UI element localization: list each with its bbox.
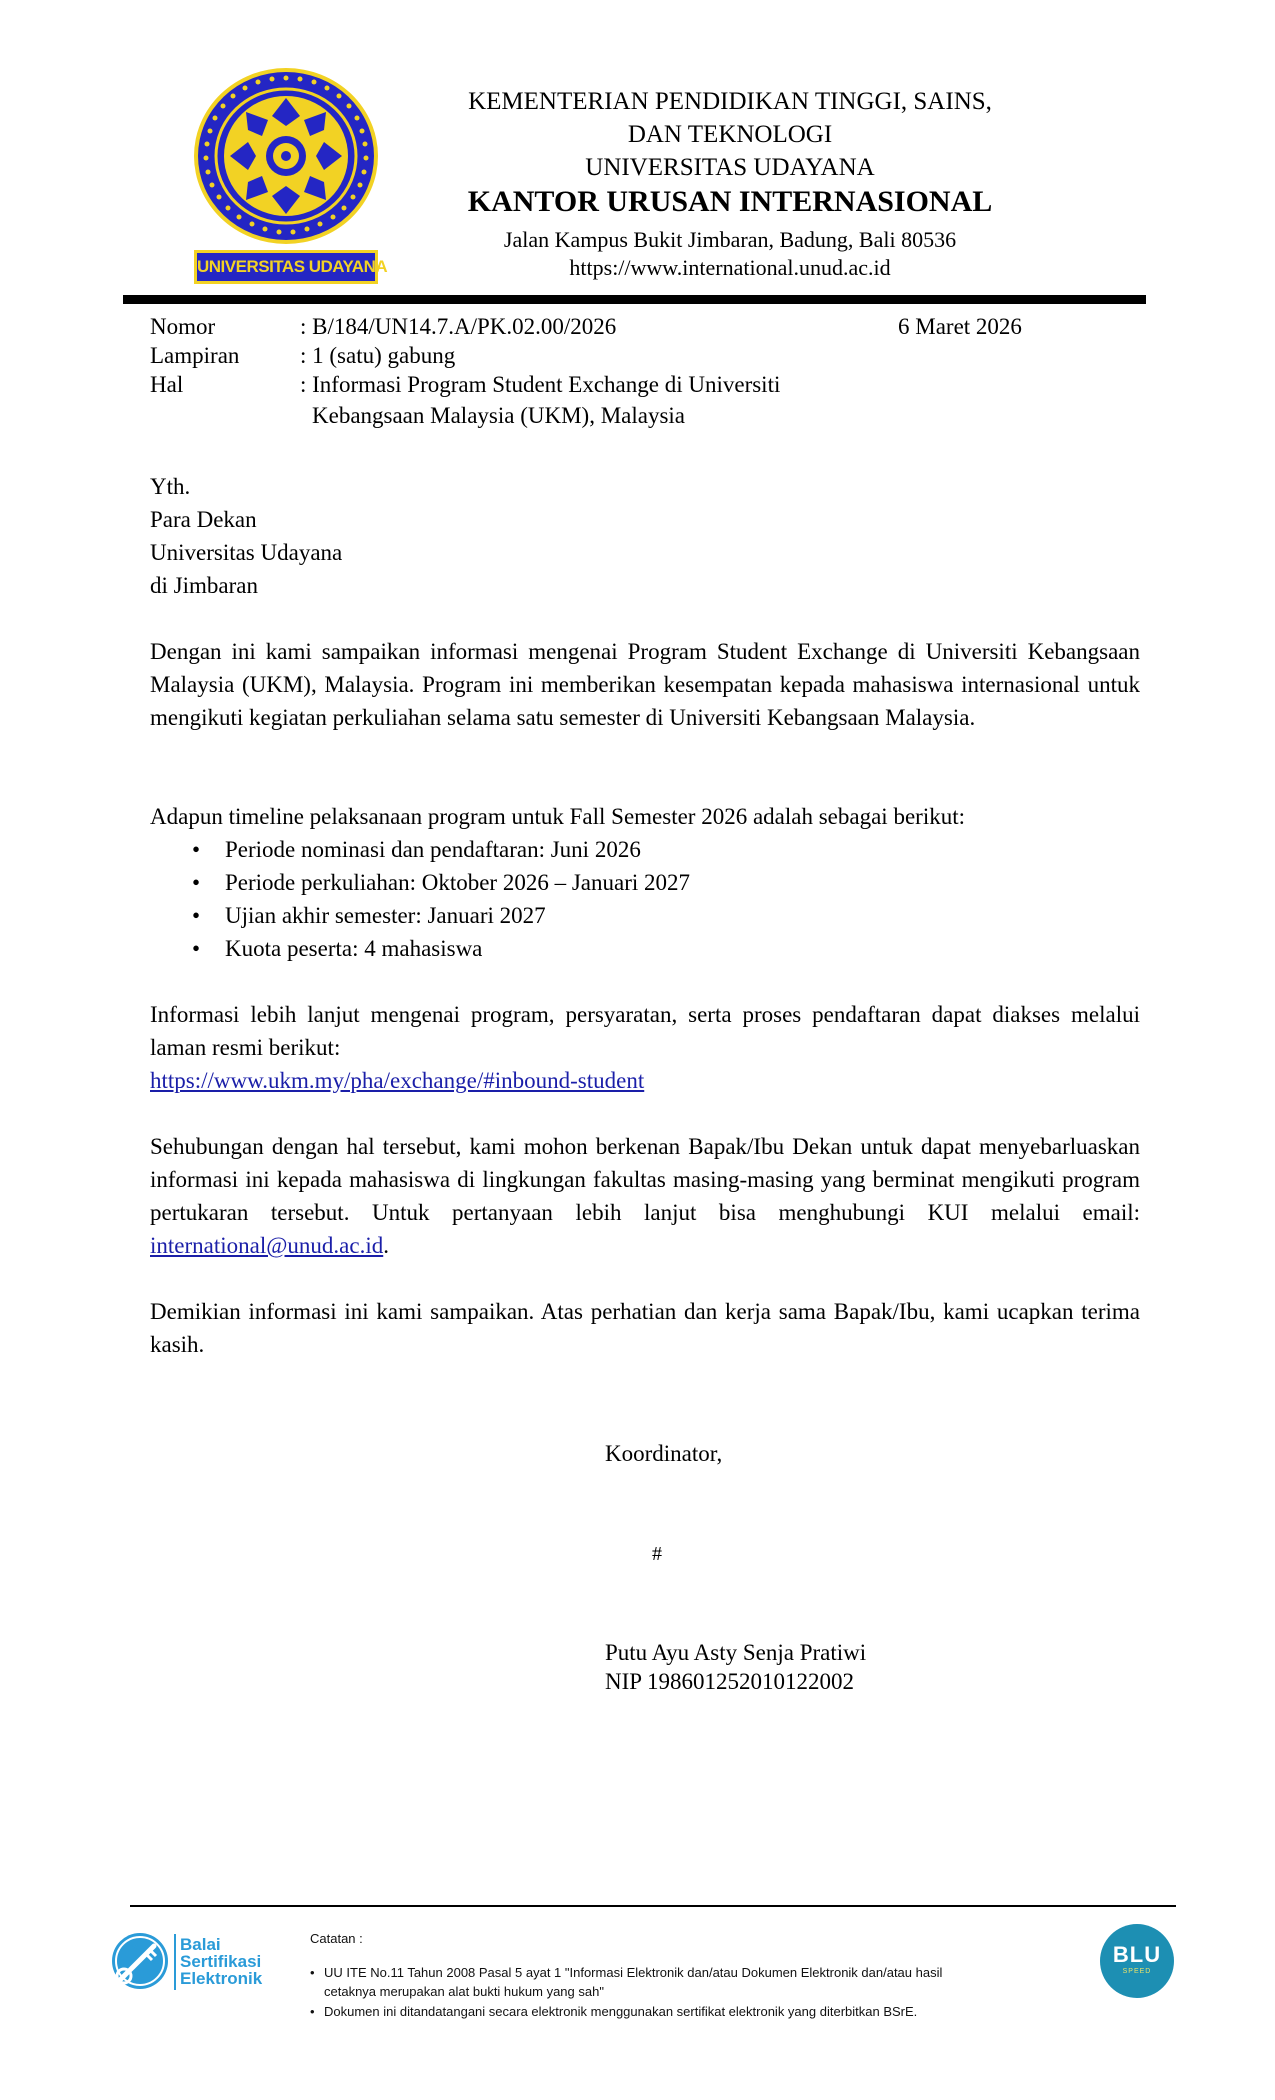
letterhead-divider	[123, 295, 1146, 304]
request-text: Sehubungan dengan hal tersebut, kami mohon berkenan Bapak/Ibu Dekan untuk dapat menyebarluaskan informasi ini kepada mahasiswa di lingkungan fakultas masing-masing yang berminat mengikuti program pertukaran tersebut. Untuk pertanyaan lebih lanjut bisa menghubungi KUI melalui email:	[150, 1134, 1140, 1225]
bsre-line2: Sertifikasi	[180, 1952, 262, 1971]
timeline-item: • Periode perkuliahan: Oktober 2026 – Januari 2027	[150, 866, 1050, 899]
office-website: https://www.international.unud.ac.id	[569, 255, 891, 280]
ministry-name-line2: DAN TEKNOLOGI	[627, 121, 833, 148]
note1-line1: UU ITE No.11 Tahun 2008 Pasal 5 ayat 1 "Informasi Elektronik dan/atau Dokumen Elektronik dan/atau hasil	[324, 1965, 943, 1980]
note-bullet-1: •	[310, 1965, 315, 1980]
bullet-icon: •	[192, 936, 201, 961]
bullet-icon: •	[192, 837, 201, 862]
bsre-line1: Balai	[180, 1935, 221, 1954]
signatory-nip: NIP 198601252010122002	[605, 1669, 854, 1694]
closing-paragraph: Demikian informasi ini kami sampaikan. Atas perhatian dan kerja sama Bapak/Ibu, kami ucapkan terima kasih.	[150, 1299, 1140, 1357]
timeline-list	[150, 833, 1050, 965]
addressee-location: di Jimbaran	[150, 573, 258, 598]
ministry-name-line1: KEMENTERIAN PENDIDIKAN TINGGI, SAINS,	[468, 88, 992, 115]
addressee-recipient: Para Dekan	[150, 507, 257, 532]
note2: Dokumen ini ditandatangani secara elektronik menggunakan sertifikat elektronik yang diterbitkan BSrE.	[324, 2004, 918, 2019]
hal-label: Hal	[150, 372, 184, 397]
email-link[interactable]: international@unud.ac.id	[150, 1233, 384, 1258]
signatory-name: Putu Ayu Asty Senja Pratiwi	[605, 1640, 867, 1665]
hal-value-line1: : Informasi Program Student Exchange di Universiti	[300, 372, 781, 397]
request-paragraph: Sehubungan dengan hal tersebut, kami mohon berkenan Bapak/Ibu Dekan untuk dapat menyebarluaskan informasi ini kepada mahasiswa di lingkungan fakultas masing-masing yang berminat mengikuti program pertukaran tersebut. Untuk pertanyaan lebih lanjut bisa menghubungi KUI melalui email: international@unud.ac.id.	[150, 1134, 1140, 1258]
timeline-item: • Ujian akhir semester: Januari 2027	[150, 899, 1050, 932]
bsre-divider	[174, 1934, 176, 1990]
footer-divider	[130, 1905, 1176, 1907]
bullet-icon: •	[192, 903, 201, 928]
addressee-salutation: Yth.	[150, 474, 191, 499]
more-info-paragraph: Informasi lebih lanjut mengenai program, persyaratan, serta proses pendaftaran dapat diakses melalui laman resmi berikut:	[150, 1002, 1140, 1060]
lampiran-value: : 1 (satu) gabung	[300, 343, 456, 368]
program-link-wrapper	[150, 1064, 644, 1097]
timeline-intro: Adapun timeline pelaksanaan program untuk Fall Semester 2026 adalah sebagai berikut:	[150, 804, 965, 829]
blu-text: BLU	[1112, 1942, 1162, 1967]
bsre-logo	[110, 1930, 280, 1992]
logo-label: UNIVERSITAS UDAYANA	[197, 257, 388, 276]
nomor-value: : B/184/UN14.7.A/PK.02.00/2026	[300, 314, 617, 339]
timeline-item: • Kuota peserta: 4 mahasiswa	[150, 932, 1050, 965]
university-name: UNIVERSITAS UDAYANA	[585, 154, 875, 181]
note1-line2: cetaknya merupakan alat bukti hukum yang sah"	[324, 1984, 604, 1999]
note-bullet-2: •	[310, 2004, 315, 2019]
nomor-label: Nomor	[150, 314, 216, 339]
bsre-key-icon	[110, 1930, 170, 1992]
office-address: Jalan Kampus Bukit Jimbaran, Badung, Bali 80536	[503, 227, 957, 252]
signatory-title: Koordinator,	[605, 1441, 723, 1466]
blu-speed-logo	[1100, 1924, 1174, 1998]
timeline-item: • Periode nominasi dan pendaftaran: Juni 2026	[150, 833, 1050, 866]
addressee-institution: Universitas Udayana	[150, 540, 343, 565]
bsre-line3: Elektronik	[180, 1969, 263, 1988]
notes-title: Catatan :	[310, 1931, 363, 1946]
signature-mark: #	[652, 1543, 662, 1565]
university-logo	[190, 68, 388, 288]
office-name: KANTOR URUSAN INTERNASIONAL	[467, 185, 993, 218]
intro-paragraph: Dengan ini kami sampaikan informasi mengenai Program Student Exchange di Universiti Kebangsaan Malaysia (UKM), Malaysia. Program ini memberikan kesempatan kepada mahasiswa internasional untuk mengikuti kegiatan perkuliahan selama satu semester di Universiti Kebangsaan Malaysia.	[150, 639, 1140, 730]
letter-date: 6 Maret 2026	[898, 314, 1022, 339]
lampiran-label: Lampiran	[150, 343, 240, 368]
program-link[interactable]: https://www.ukm.my/pha/exchange/#inbound-student	[150, 1068, 645, 1093]
blu-subtext: SPEED	[1122, 1968, 1152, 1975]
bullet-icon: •	[192, 870, 201, 895]
hal-value-line2: Kebangsaan Malaysia (UKM), Malaysia	[312, 403, 685, 428]
